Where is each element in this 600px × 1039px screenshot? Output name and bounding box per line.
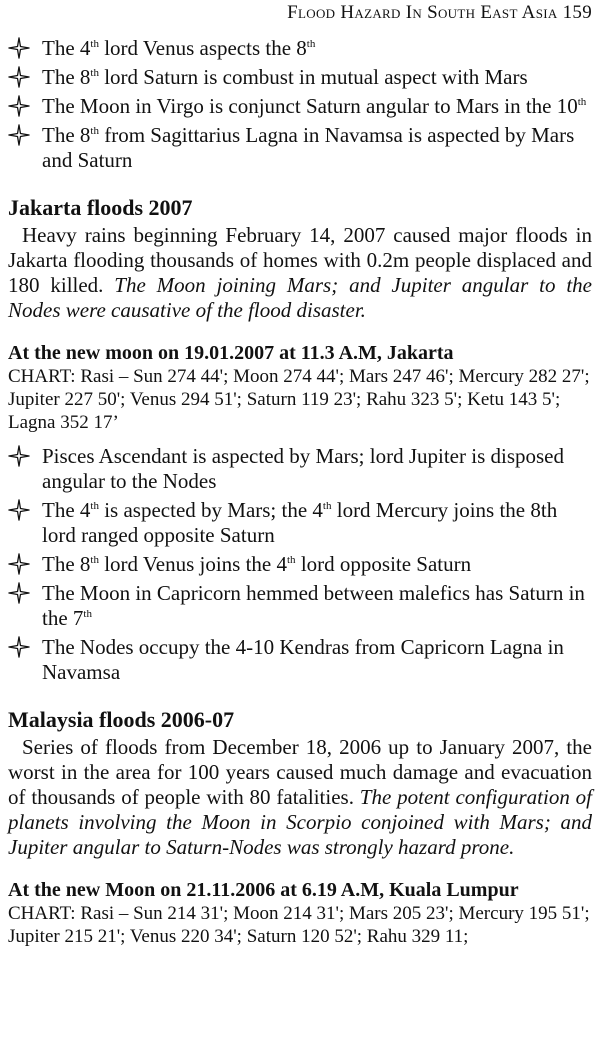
- four-point-star-icon: [8, 124, 32, 148]
- bullet-text: from Sagittarius Lagna in Navamsa is aspected by Mars and Saturn: [42, 123, 575, 172]
- malaysia-paragraph-italic: The potent configuration of planets involving the Moon in Scorpio conjoined with Mars; and Jupiter angular to Saturn-Nodes was strongly hazard prone.: [8, 785, 592, 859]
- bullet-text: is aspected by Mars; the 4: [98, 498, 323, 522]
- jakarta-chart-text: CHART: Rasi – Sun 274 44'; Moon 274 44'; Mars 247 46'; Mercury 282 27'; Jupiter 227 50'; Venus 294 51'; Saturn 119 23'; Rahu 323 5'; Ketu 143 5'; Lagna 352 17’: [8, 366, 590, 433]
- malaysia-chart-text: CHART: Rasi – Sun 214 31'; Moon 214 31'; Mars 205 23'; Mercury 195 51'; Jupiter 215 21'; Venus 220 34'; Saturn 120 52'; Rahu 329 11;: [8, 903, 590, 947]
- intro-bullet-list: [8, 36, 592, 173]
- bullet-text: lord Venus joins the 4: [98, 552, 287, 576]
- bullet-text: The 4: [42, 36, 91, 60]
- bullet-superscript: th: [322, 500, 332, 512]
- bullet-item: [8, 498, 592, 548]
- four-point-star-icon: [8, 95, 32, 119]
- bullet-superscript: th: [90, 67, 99, 79]
- malaysia-paragraph: [8, 735, 592, 860]
- jakarta-bullet-list: [8, 444, 592, 685]
- running-header: Flood Hazard In South East Asia 159: [287, 2, 592, 23]
- bullet-superscript: th: [83, 608, 92, 620]
- bullet-item: [8, 444, 592, 494]
- bullet-text: The Moon in Capricorn hemmed between malefics has Saturn in the 7: [42, 581, 585, 630]
- bullet-item: [8, 36, 592, 61]
- bullet-superscript: th: [306, 38, 316, 50]
- four-point-star-icon: [8, 582, 32, 606]
- bullet-superscript: th: [90, 554, 99, 566]
- bullet-superscript: th: [287, 554, 296, 566]
- jakarta-heading: Jakarta floods 2007: [8, 195, 193, 220]
- bullet-text: The 8: [42, 65, 91, 89]
- bullet-superscript: th: [577, 96, 587, 108]
- bullet-superscript: th: [90, 38, 99, 50]
- bullet-text: The Moon in Virgo is conjunct Saturn angular to Mars in the 10: [42, 94, 578, 118]
- bullet-item: [8, 581, 592, 631]
- bullet-text: lord Mercury joins the 8th lord ranged opposite Saturn: [42, 498, 558, 547]
- four-point-star-icon: [8, 553, 32, 577]
- bullet-text: Pisces Ascendant is aspected by Mars; lord Jupiter is disposed angular to the Nodes: [42, 444, 565, 493]
- bullet-item: [8, 123, 592, 173]
- jakarta-paragraph: [8, 223, 592, 323]
- bullet-text: The 4: [42, 498, 91, 522]
- malaysia-heading: Malaysia floods 2006-07: [8, 707, 235, 732]
- jakarta-paragraph-text: Heavy rains beginning February 14, 2007 caused major floods in Jakarta flooding thousands of homes with 0.2m people displaced and 180 killed.: [8, 223, 592, 297]
- bullet-item: [8, 552, 592, 577]
- bullet-item: [8, 65, 592, 90]
- bullet-text: The 8: [42, 552, 91, 576]
- bullet-text: lord Saturn is combust in mutual aspect with Mars: [98, 65, 528, 89]
- four-point-star-icon: [8, 37, 32, 61]
- four-point-star-icon: [8, 66, 32, 90]
- four-point-star-icon: [8, 445, 32, 469]
- four-point-star-icon: [8, 636, 32, 660]
- malaysia-paragraph-text: Series of floods from December 18, 2006 up to January 2007, the worst in the area for 100 years caused much damage and evacuation of thousands of people with 80 fatalities.: [8, 735, 592, 809]
- bullet-text: lord Venus aspects the 8: [98, 36, 307, 60]
- jakarta-paragraph-italic: The Moon joining Mars; and Jupiter angular to the Nodes were causative of the flood disaster.: [8, 273, 592, 322]
- bullet-text: lord opposite Saturn: [295, 552, 472, 576]
- jakarta-chart-heading: At the new moon on 19.01.2007 at 11.3 A.M, Jakarta: [8, 342, 454, 364]
- bullet-text: The Nodes occupy the 4-10 Kendras from Capricorn Lagna in Navamsa: [42, 635, 564, 684]
- bullet-item: [8, 94, 592, 119]
- malaysia-chart-heading: At the new Moon on 21.11.2006 at 6.19 A.M, Kuala Lumpur: [8, 879, 519, 901]
- bullet-text: The 8: [42, 123, 91, 147]
- bullet-item: [8, 635, 592, 685]
- four-point-star-icon: [8, 499, 32, 523]
- bullet-superscript: th: [90, 125, 99, 137]
- bullet-superscript: th: [90, 500, 99, 512]
